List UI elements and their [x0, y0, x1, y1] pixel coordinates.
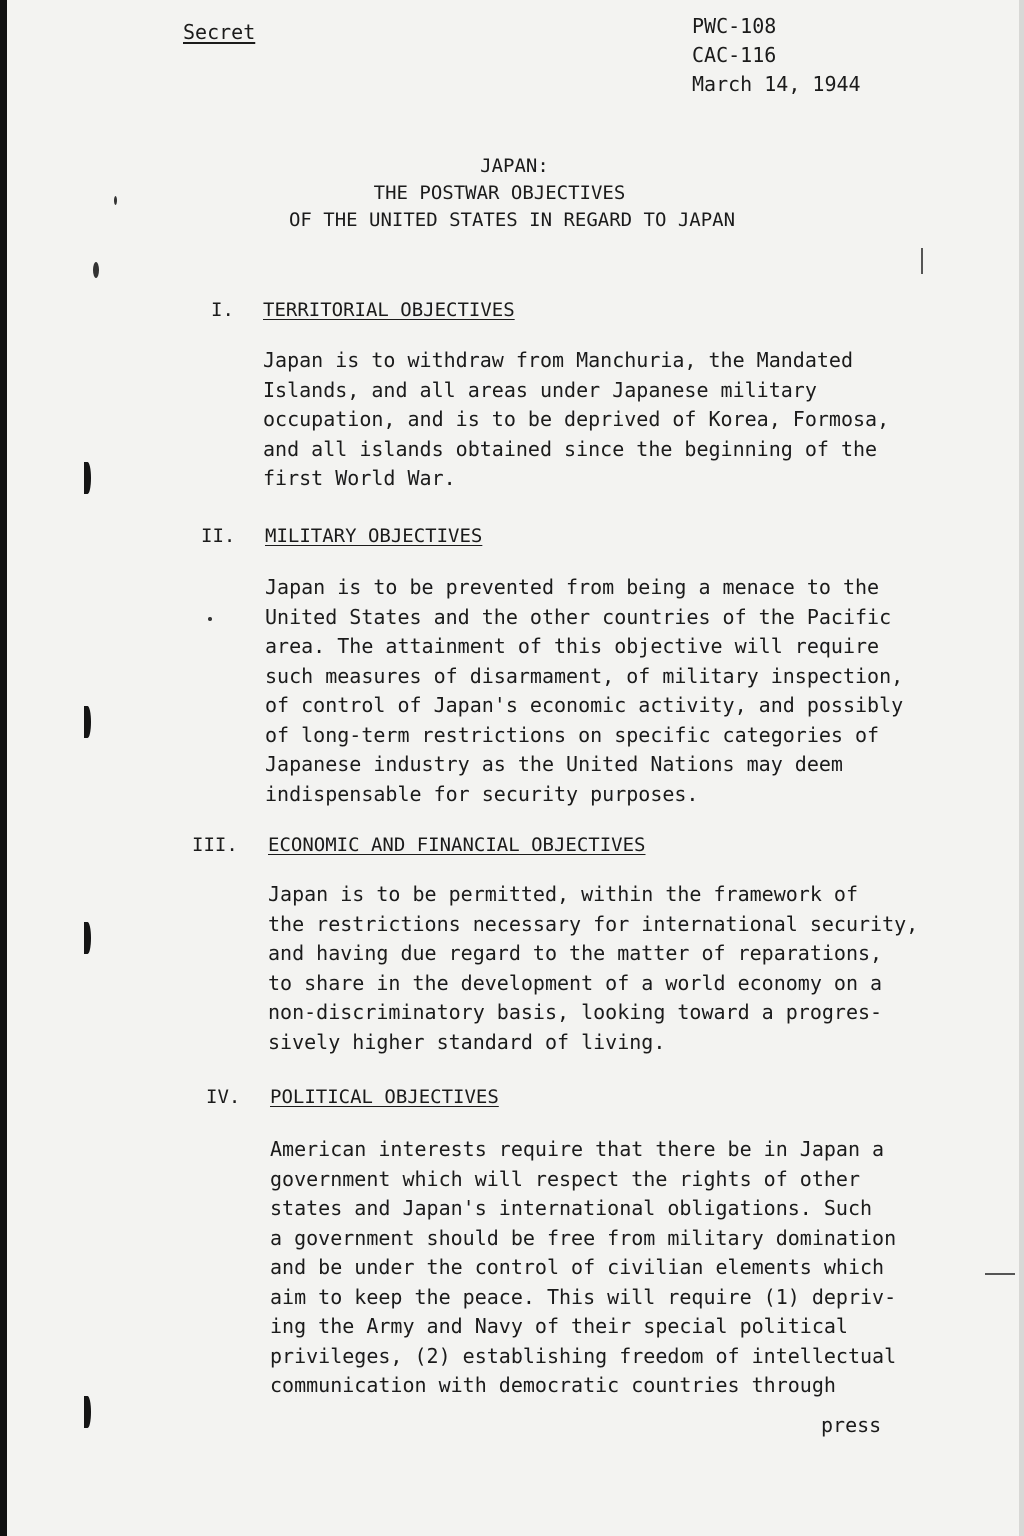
document-title: [0, 153, 1024, 234]
section-number: I.: [211, 299, 234, 321]
continuation-word: press: [821, 1413, 882, 1437]
paragraph-line: privileges, (2) establishing freedom of intellectual: [270, 1343, 897, 1368]
punch-hole-mark: [84, 462, 91, 494]
document-header: [692, 12, 861, 99]
punch-hole-mark: [84, 706, 91, 738]
paragraph-line: such measures of disarmament, of military inspection,: [265, 663, 904, 688]
paragraph-line: and all islands obtained since the beginning of the: [263, 436, 878, 461]
section-heading: TERRITORIAL OBJECTIVES: [263, 299, 515, 321]
paragraph-line: states and Japan's international obligations. Such: [270, 1196, 873, 1220]
title-line: THE POSTWAR OBJECTIVES: [373, 182, 626, 204]
punch-hole-mark: [84, 922, 91, 954]
scan-speck: [208, 617, 212, 621]
paragraph-line: non-discriminatory basis, looking toward a progres-: [268, 1000, 883, 1024]
paragraph-line: of control of Japan's economic activity, and possibly: [265, 693, 904, 717]
title-line: OF THE UNITED STATES IN REGARD TO JAPAN: [288, 209, 736, 231]
doc-number: PWC-108: [692, 14, 777, 38]
paragraph-line: sively higher standard of living.: [268, 1029, 666, 1054]
section-paragraph: [265, 573, 903, 809]
paragraph-line: the restrictions necessary for international security,: [268, 911, 919, 936]
paragraph-line: Japan is to withdraw from Manchuria, the Mandated: [263, 348, 854, 372]
paragraph-line: government which will respect the rights of other: [270, 1166, 861, 1191]
paragraph-line: to share in the development of a world economy on a: [268, 970, 883, 995]
scan-mark: [921, 248, 923, 274]
paragraph-line: Japan is to be prevented from being a menace to the: [265, 575, 880, 599]
scan-mark: [985, 1273, 1015, 1275]
paragraph-line: first World War.: [263, 466, 456, 490]
doc-date: March 14, 1944: [692, 72, 861, 96]
paragraph-line: American interests require that there be in Japan a: [270, 1137, 885, 1161]
doc-number: CAC-116: [692, 43, 777, 67]
punch-hole-mark: [84, 1396, 91, 1428]
paragraph-line: aim to keep the peace. This will require (1) depriv-: [270, 1284, 897, 1309]
section-heading: POLITICAL OBJECTIVES: [270, 1086, 499, 1108]
paragraph-line: Islands, and all areas under Japanese military: [263, 377, 817, 402]
paragraph-line: Japan is to be permitted, within the framework of: [268, 882, 859, 906]
section-number: IV.: [206, 1086, 241, 1108]
classification-label: Secret: [183, 20, 256, 44]
title-line: JAPAN:: [480, 155, 549, 177]
section-number: II.: [201, 525, 236, 547]
section-heading: MILITARY OBJECTIVES: [265, 525, 483, 547]
paragraph-line: and having due regard to the matter of reparations,: [268, 941, 883, 965]
section-paragraph: [263, 346, 889, 494]
section-number: III.: [192, 834, 238, 856]
paragraph-line: and be under the control of civilian elements which: [270, 1255, 885, 1279]
paragraph-line: indispensable for security purposes.: [265, 781, 699, 806]
paragraph-line: area. The attainment of this objective will require: [265, 634, 880, 658]
paragraph-line: ing the Army and Navy of their special political: [270, 1314, 848, 1338]
paragraph-line: Japanese industry as the United Nations may deem: [265, 752, 843, 776]
section-paragraph: [268, 880, 918, 1057]
section-heading: ECONOMIC AND FINANCIAL OBJECTIVES: [268, 834, 646, 856]
section-paragraph: [270, 1135, 896, 1401]
paragraph-line: United States and the other countries of the Pacific: [265, 604, 892, 629]
scan-speck: [93, 262, 99, 278]
paragraph-line: of long-term restrictions on specific categories of: [265, 722, 880, 747]
paragraph-line: communication with democratic countries through: [270, 1373, 836, 1397]
paragraph-line: a government should be free from military domination: [270, 1225, 897, 1250]
paragraph-line: occupation, and is to be deprived of Korea, Formosa,: [263, 407, 890, 431]
